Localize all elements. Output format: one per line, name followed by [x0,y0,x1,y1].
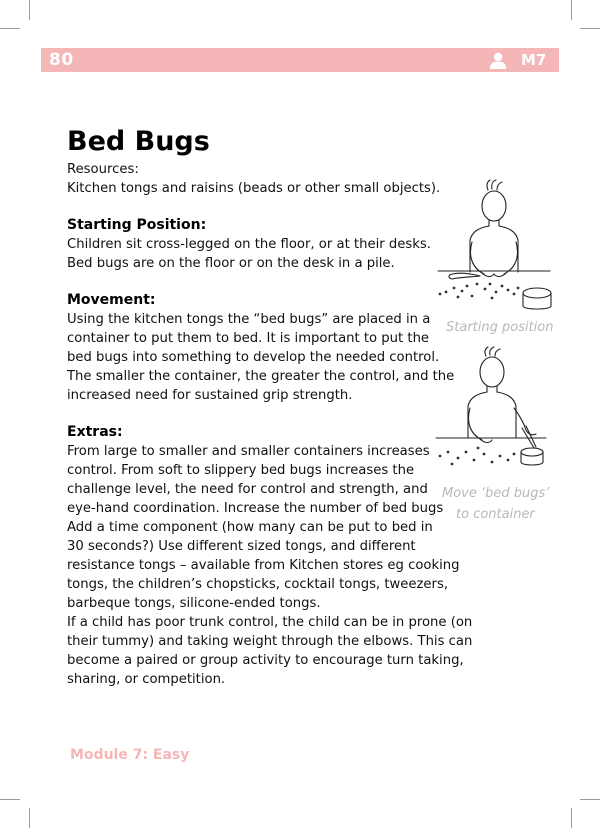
movement-text: Using the kitchen tongs the “bed bugs” are placed in a container to put them to bed. It is important to put the bed bugs into something to develop the needed control. The smaller the container, the greater the control, and the increased need for sustained grip strength. [67,312,455,403]
crop-mark-left-bottom [0,799,20,800]
activity-content [67,124,477,689]
extras-section [67,423,477,689]
page-number: 80 [49,50,74,70]
move-bed-bugs-caption-line1: Move ‘bed bugs’ [442,486,550,501]
resources-text: Kitchen tongs and raisins (beads or other small objects). [67,181,441,196]
starting-position-caption: Starting position [446,320,554,335]
move-bed-bugs-caption-line2: to container [456,507,535,522]
starting-position-heading: Starting Position: [67,217,207,233]
crop-mark-left-top [0,28,20,29]
crop-mark-bottom-right [571,808,572,828]
crop-mark-top-right [571,0,572,20]
starting-position-text: Children sit cross-legged on the floor, or at their desks. Bed bugs are on the floor or on the desk in a pile. [67,237,431,271]
page-title: Bed Bugs [67,126,210,157]
crop-mark-right-bottom [580,799,600,800]
move-bed-bugs-illustration [428,344,553,476]
crop-mark-top-left [29,0,30,20]
movement-heading: Movement: [67,292,156,308]
header-band [41,48,559,72]
module-code: M7 [521,51,547,69]
crop-mark-bottom-left [29,808,30,828]
extras-heading: Extras: [67,424,123,440]
resources-label: Resources: [67,162,139,177]
starting-position-section [67,216,477,273]
crop-mark-right-top [580,28,600,29]
extras-text: From large to smaller and smaller containers increases control. From soft to slippery bed bugs increases the challenge level, the need for control and strength, and eye-hand coordination. Increase the number of bed bugs Add a time component (how many can be put to bed in 30 seconds?) Use different sized tongs, and different resistance tongs – available from Kitchen stores eg cooking tongs, the children’s chopsticks, cocktail tongs, tweezers, barbeque tongs, silicone-ended tongs. If a child has poor trunk control, the child can be in prone (on their tummy) and taking weight through the elbows. This can become a paired or group activity to encourage turn taking, sharing, or competition. [67,444,473,687]
starting-position-illustration [432,176,557,316]
movement-section [67,291,477,405]
footer-module-label: Module 7: Easy [70,747,190,763]
person-icon [489,52,507,69]
